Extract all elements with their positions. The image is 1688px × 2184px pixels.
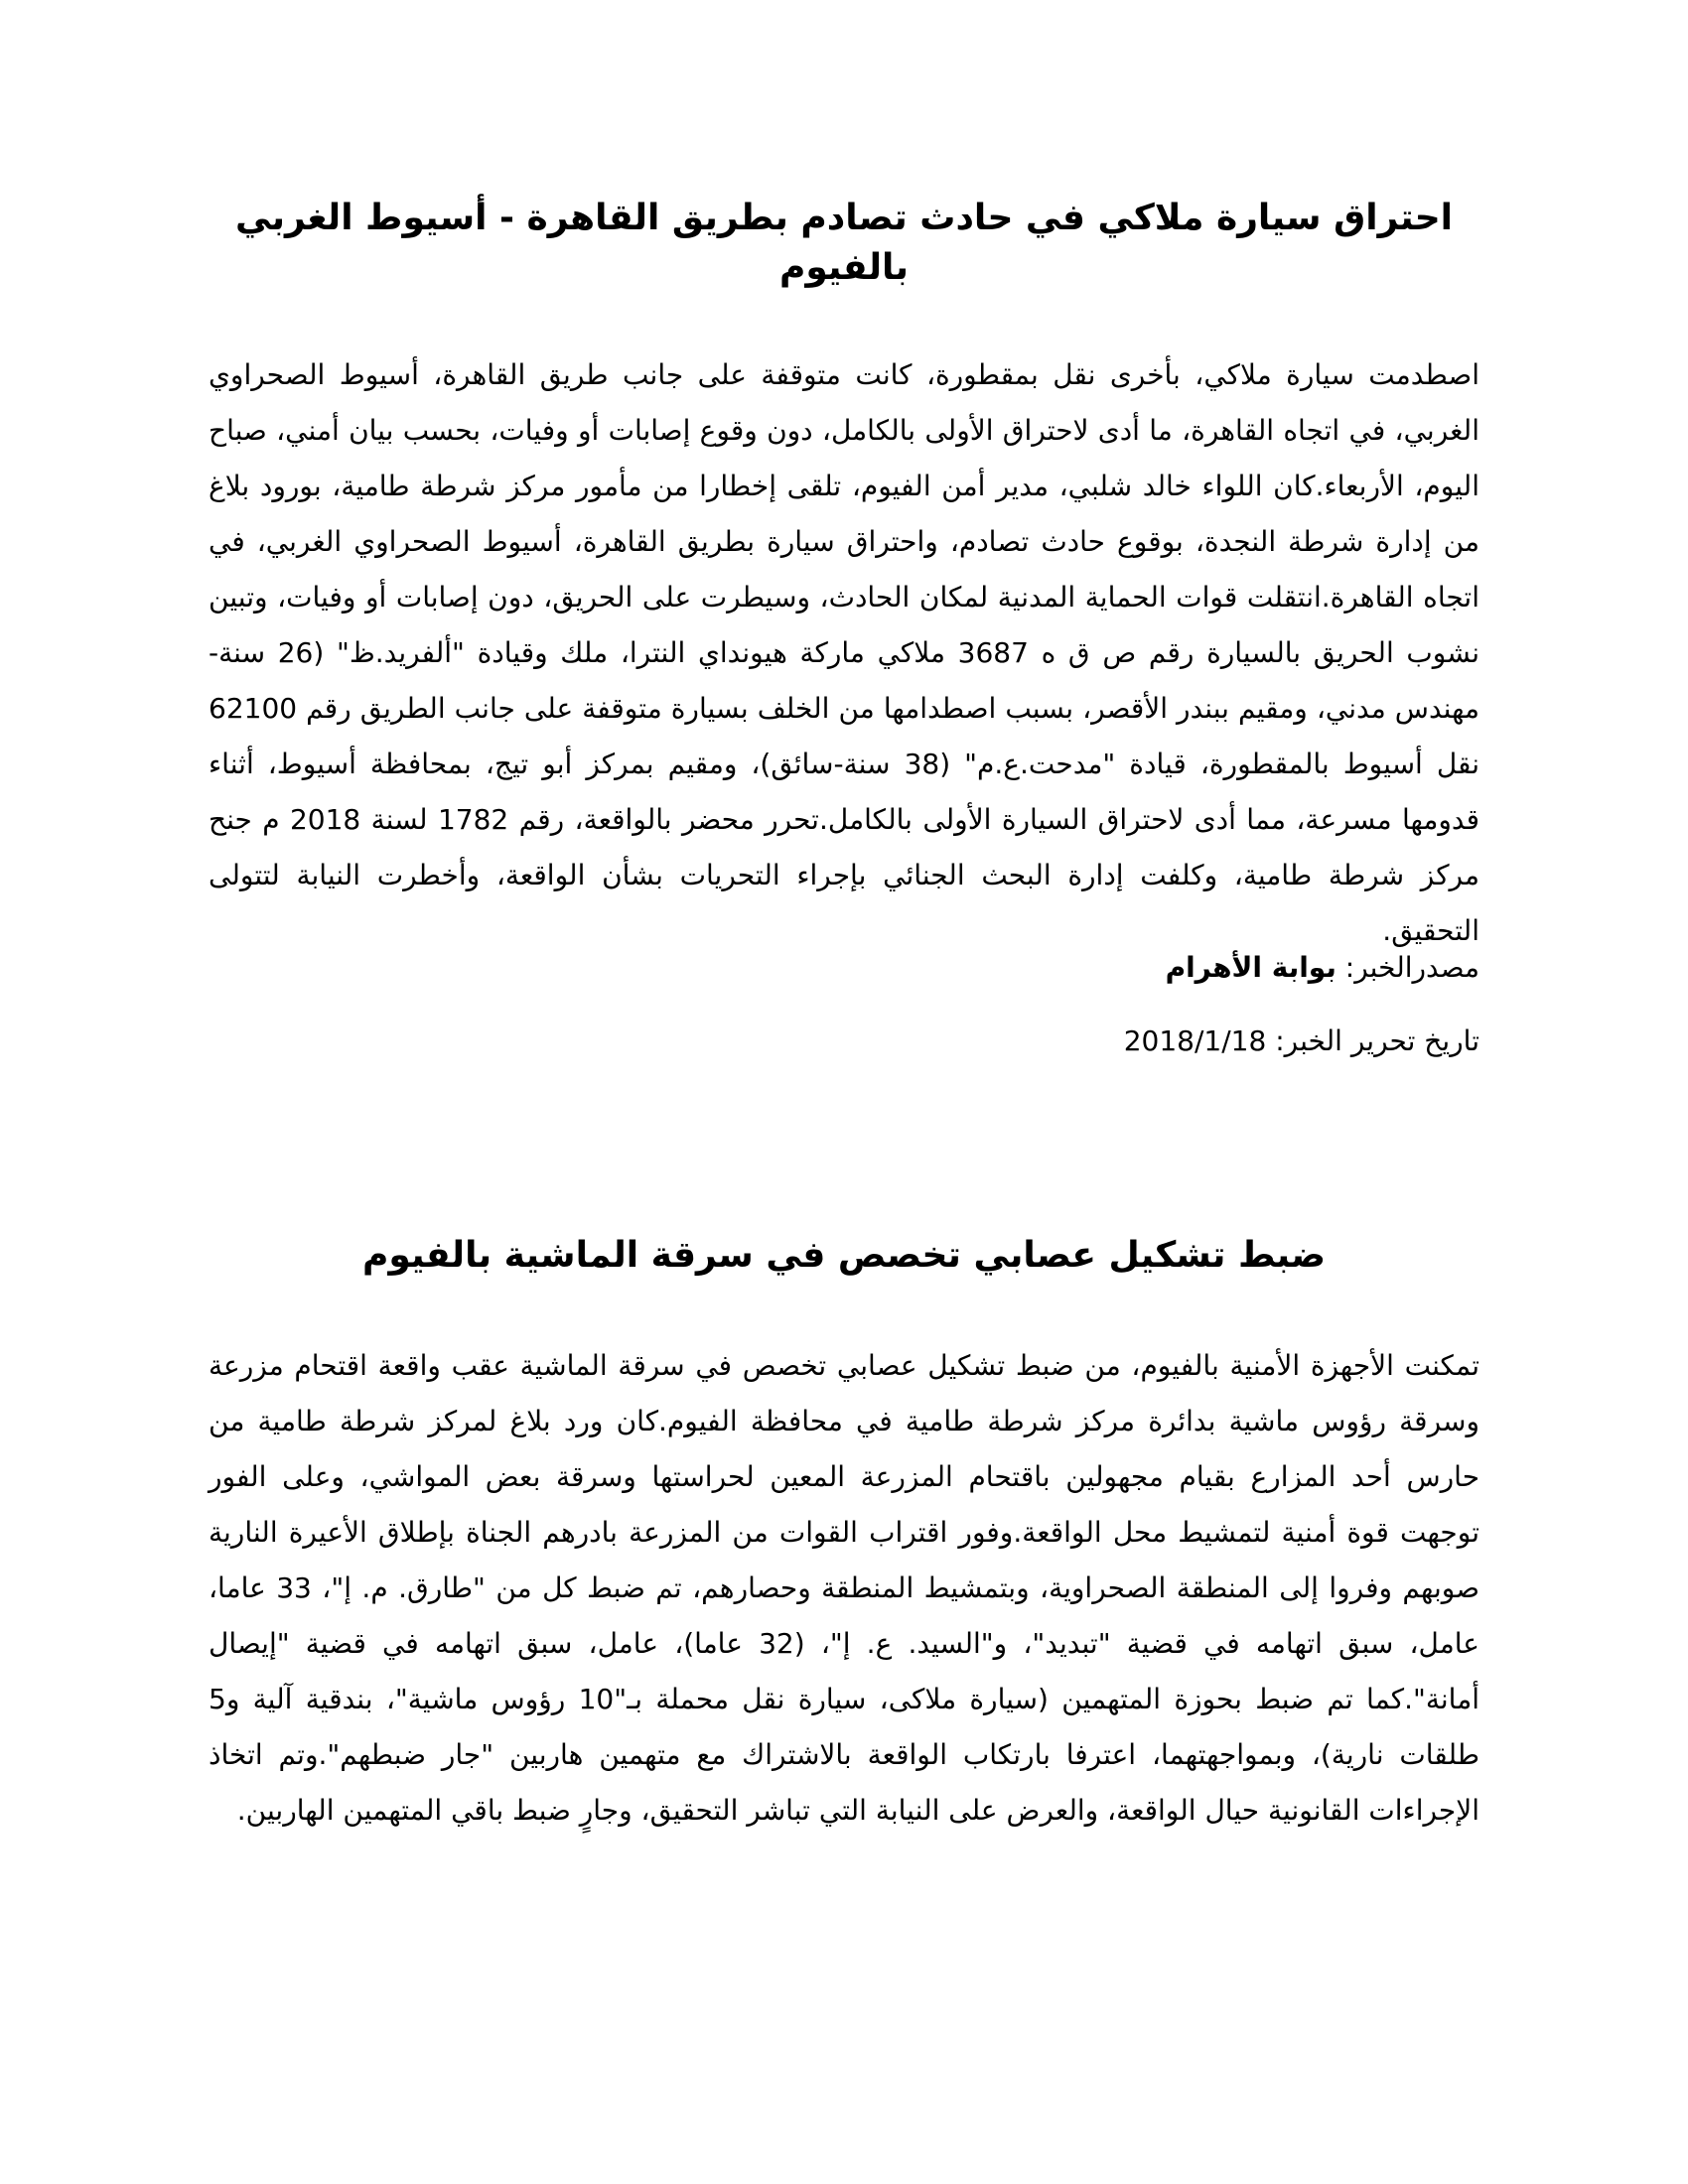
article-body: تمكنت الأجهزة الأمنية بالفيوم، من ضبط تشكيل عصابي تخصص في سرقة الماشية عقب واقعة اقتحام مزرعة وسرقة رؤوس ماشية بدائرة مركز شرطة طامية في محافظة الفيوم.كان ورد بلاغ لمركز شرطة طامية من حارس أحد المزارع بقيام مجهولين باقتحام المزرعة المعين لحراستها وسرقة بعض المواشي، وعلى الفور توجهت قوة أمنية لتمشيط محل الواقعة.وفور اقتراب القوات من المزرعة بادرهم الجناة بإطلاق الأعيرة النارية صوبهم وفروا إلى المنطقة الصحراوية، وبتمشيط المنطقة وحصارهم، تم ضبط كل من "طارق. م. إ"، 33 عاما، عامل، سبق اتهامه في قضية "تبديد"، و"السيد. ع. إ"، (32 عاما)، عامل، سبق اتهامه في قضية "إيصال أمانة".كما تم ضبط بحوزة المتهمين (سيارة ملاكى، سيارة نقل محملة بـ"10 رؤوس ماشية"، بندقية آلية و5 طلقات نارية)، وبمواجهتهما، اعترفا بارتكاب الواقعة بالاشتراك مع متهمين هاربين "جار ضبطهم".وتم اتخاذ الإجراءات القانونية حيال الواقعة، والعرض على النيابة التي تباشر التحقيق، وجارٍ ضبط باقي المتهمين الهاربين. bbox=[209, 1349, 1479, 1827]
publish-date-label: تاريخ تحرير الخبر: bbox=[1275, 1024, 1479, 1057]
news-source-line bbox=[209, 951, 1479, 985]
article-title: ضبط تشكيل عصابي تخصص في سرقة الماشية بالفيوم bbox=[362, 1235, 1326, 1276]
news-source-value: بوابة الأهرام bbox=[1165, 951, 1336, 984]
publish-date-value: 2018/1/18 bbox=[1123, 1024, 1267, 1057]
news-source-label: مصدرالخبر: bbox=[1344, 951, 1479, 984]
publish-date-line bbox=[209, 1024, 1479, 1058]
news-article bbox=[209, 1231, 1479, 1839]
article-title: احتراق سيارة ملاكي في حادث تصادم بطريق القاهرة - أسيوط الغربي بالفيوم bbox=[235, 198, 1453, 288]
article-body: اصطدمت سيارة ملاكي، بأخرى نقل بمقطورة، كانت متوقفة على جانب طريق القاهرة، أسيوط الصحراوي الغربي، في اتجاه القاهرة، ما أدى لاحتراق الأولى بالكامل، دون وقوع إصابات أو وفيات، بحسب بيان أمني، صباح اليوم، الأربعاء.كان اللواء خالد شلبي، مدير أمن الفيوم، تلقى إخطارا من مأمور مركز شرطة طامية، بورود بلاغ من إدارة شرطة النجدة، بوقوع حادث تصادم، واحتراق سيارة بطريق القاهرة، أسيوط الصحراوي الغربي، في اتجاه القاهرة.انتقلت قوات الحماية المدنية لمكان الحادث، وسيطرت على الحريق، دون إصابات أو وفيات، وتبين نشوب الحريق بالسيارة رقم ص ق ه 3687 ملاكي ماركة هيونداي النترا، ملك وقيادة "ألفريد.ظ" (26 سنة-مهندس مدني، ومقيم ببندر الأقصر، بسبب اصطدامها من الخلف بسيارة متوقفة على جانب الطريق رقم 62100 نقل أسيوط بالمقطورة، قيادة "مدحت.ع.م" (38 سنة-سائق)، ومقيم بمركز أبو تيج، بمحافظة أسيوط، أثناء قدومها مسرعة، مما أدى لاحتراق السيارة الأولى بالكامل.تحرر محضر بالواقعة، رقم 1782 لسنة 2018 م جنح مركز شرطة طامية، وكلفت إدارة البحث الجنائي بإجراء التحريات بشأن الواقعة، وأخطرت النيابة لتتولى التحقيق. bbox=[209, 358, 1480, 947]
news-article bbox=[209, 194, 1479, 1058]
